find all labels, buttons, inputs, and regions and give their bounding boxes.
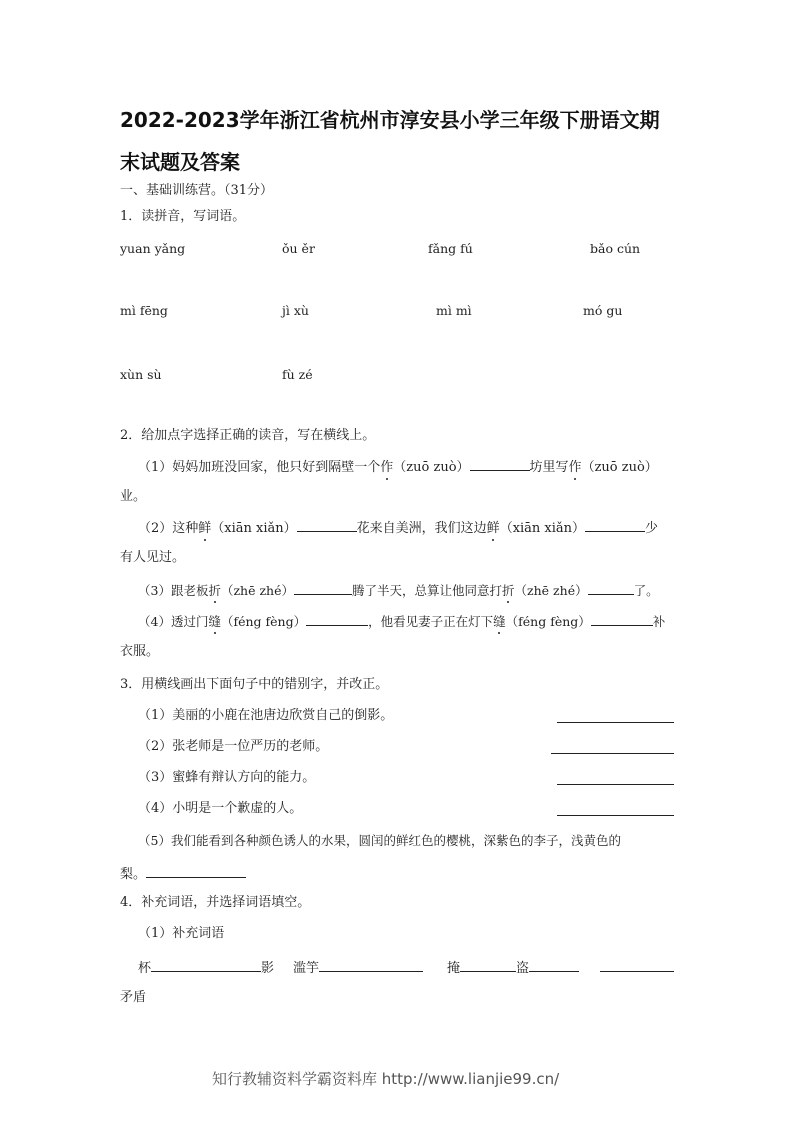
idiom-fill-2: 滥竽: [293, 958, 423, 977]
footer-watermark: 知行教辅资料学霸资料库 http://www.lianjie99.cn/: [212, 1070, 560, 1088]
q3-item: （4）小明是一个歉虚的人。: [138, 801, 303, 816]
doc-title-line1: 2022-2023学年浙江省杭州市淳安县小学三年级下册语文期: [120, 108, 660, 132]
q4-subtitle: （1）补充词语: [138, 926, 225, 941]
pinyin-word: mì fēng: [120, 303, 168, 318]
dotted-char: 鲜: [198, 521, 212, 536]
dotted-char: 作: [568, 460, 582, 475]
dotted-char: 折: [208, 583, 221, 598]
answer-line[interactable]: [600, 971, 674, 972]
pinyin-word: mó gu: [583, 303, 623, 318]
idiom-fill-1: 杯 影: [138, 958, 274, 977]
pinyin-word: xùn sù: [120, 367, 162, 382]
answer-blank[interactable]: [591, 612, 653, 626]
pinyin-word: fǎng fú: [428, 241, 473, 256]
section-heading: 一、基础训练营。（31分）: [120, 183, 274, 198]
q2-item2-cont: 有人见过。: [120, 550, 186, 565]
q3-item: （3）蜜蜂有辩认方向的能力。: [138, 770, 316, 785]
q2-item3: （3）跟老板折（zhē zhé） 腾了半天，总算让他同意打折（zhē zhé） 了。: [138, 583, 659, 598]
idiom-fill-3: 掩 盗: [447, 958, 579, 977]
q2-title: 2．给加点字选择正确的读音，写在横线上。: [120, 428, 376, 443]
answer-blank[interactable]: [294, 581, 352, 595]
answer-blank[interactable]: [146, 864, 246, 878]
answer-line[interactable]: [557, 815, 674, 816]
pinyin-word: bǎo cún: [590, 241, 641, 256]
q3-item: （1）美丽的小鹿在池唐边欣赏自己的倒影。: [138, 708, 394, 723]
answer-blank[interactable]: [319, 958, 423, 972]
q2-item4: （4）透过门缝（féng fèng） ，他看见妻子正在灯下缝（féng fèng） 补: [138, 614, 666, 629]
q3-title: 3．用横线画出下面句子中的错别字，并改正。: [120, 677, 389, 692]
answer-blank[interactable]: [297, 518, 357, 532]
answer-line[interactable]: [557, 784, 674, 785]
answer-line[interactable]: [557, 722, 674, 723]
doc-title-line2: 末试题及答案: [120, 150, 240, 174]
pinyin-word: yuan yǎng: [120, 241, 186, 256]
answer-blank[interactable]: [585, 518, 645, 532]
dotted-char: 作: [380, 460, 394, 475]
q2-item1-cont: 业。: [120, 489, 147, 504]
answer-blank[interactable]: [470, 457, 530, 471]
answer-blank[interactable]: [151, 958, 261, 972]
dotted-char: 缝: [208, 614, 221, 629]
q2-item2: （2）这种鲜（xiān xiǎn） 花来自美洲，我们这边鲜（xiān xiǎn） 少: [138, 518, 658, 537]
q3-item5: （5）我们能看到各种颜色诱人的水果，圆闰的鲜红色的樱桃，深紫色的李子，浅黄色的: [138, 833, 621, 848]
idiom-fill-4: 矛盾: [120, 990, 147, 1005]
answer-blank[interactable]: [306, 612, 368, 626]
pinyin-word: mì mì: [436, 303, 472, 318]
q2-item1: （1）妈妈加班没回家，他只好到隔壁一个作（zuō zuò） 坊里写作（zuō zuò）: [138, 457, 658, 476]
dotted-char: 缝: [493, 614, 506, 629]
pinyin-word: ǒu ěr: [282, 241, 315, 256]
answer-blank[interactable]: [588, 581, 634, 595]
answer-blank[interactable]: [529, 958, 579, 972]
q2-item4-cont: 衣服。: [120, 644, 160, 659]
pinyin-word: fù zé: [282, 367, 313, 382]
q1-title: 1．读拼音，写词语。: [120, 209, 246, 224]
answer-blank[interactable]: [460, 958, 516, 972]
pinyin-word: jì xù: [282, 303, 309, 318]
dotted-char: 折: [502, 583, 515, 598]
answer-line[interactable]: [551, 753, 674, 754]
q3-item5-cont: 梨。: [120, 864, 246, 883]
q3-item: （2）张老师是一位严历的老师。: [138, 739, 329, 754]
q4-title: 4．补充词语，并选择词语填空。: [120, 895, 311, 910]
dotted-char: 鲜: [486, 521, 500, 536]
